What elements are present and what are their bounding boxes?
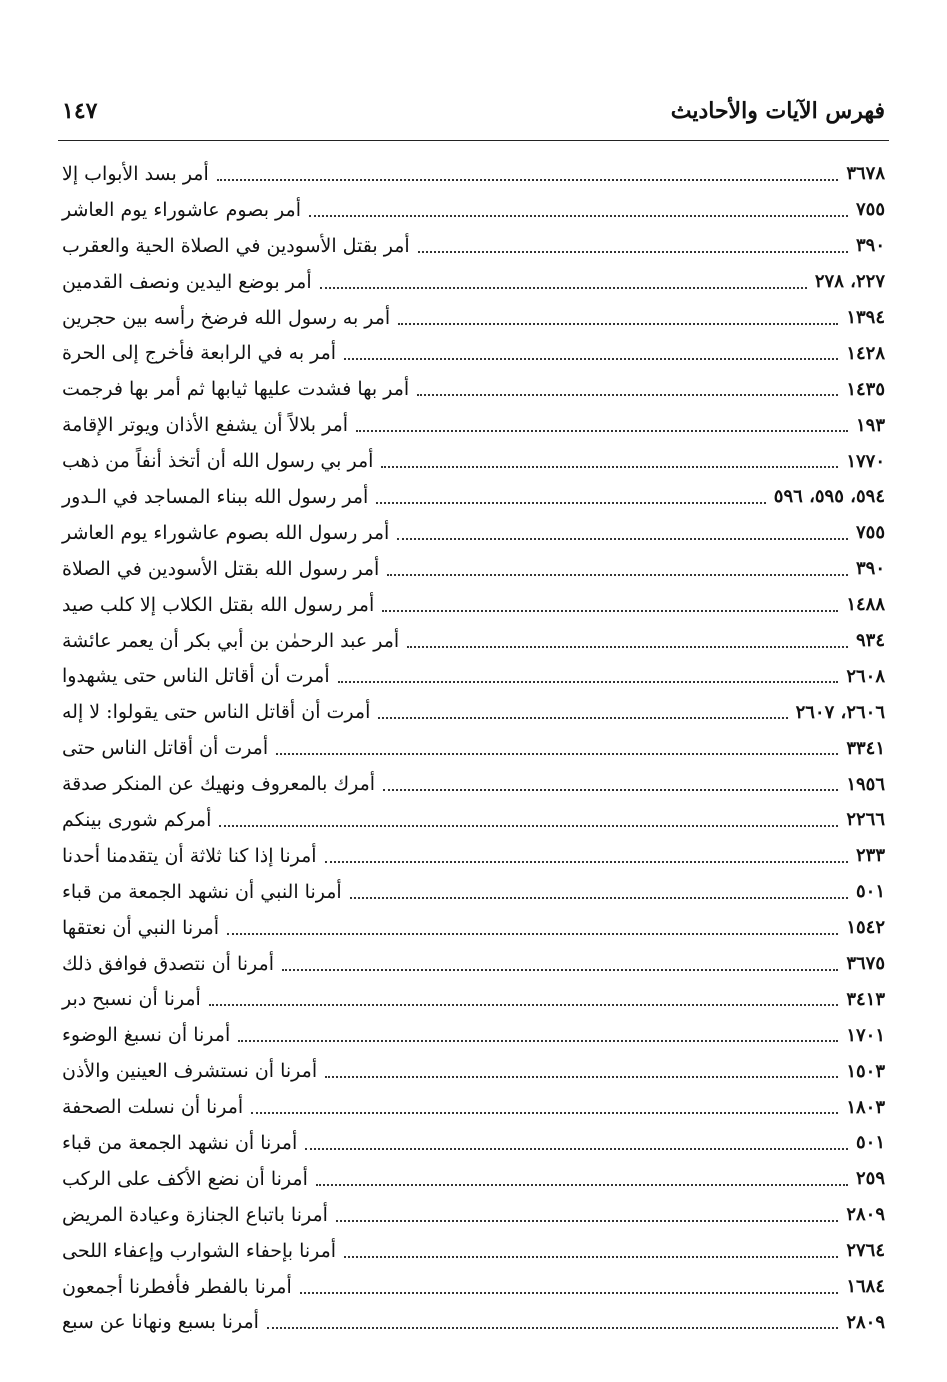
entry-reference-numbers: ٢٦٠٨ [846, 665, 885, 687]
entry-reference-numbers: ٢٣٣ [855, 845, 885, 867]
entry-reference-numbers: ١٧٧٠ [846, 450, 885, 472]
entry-hadith-text: أمرنا أن نسبغ الوضوء [62, 1024, 231, 1047]
index-entry [62, 1089, 885, 1125]
entry-reference-numbers: ٥٠١ [855, 881, 885, 903]
dot-leader [382, 610, 838, 612]
entry-hadith-text: أمرنا النبي أن نعتقها [62, 916, 220, 939]
dot-leader [418, 251, 848, 253]
entry-hadith-text: أمرنا بالفطر فأفطرنا أجمعون [62, 1275, 292, 1298]
index-entry [62, 1233, 885, 1269]
entry-reference-numbers: ٢٧٦٤ [846, 1240, 885, 1262]
entry-reference-numbers: ١٥٤٢ [846, 917, 885, 939]
entry-reference-numbers: ١٦٨٤ [846, 1276, 885, 1298]
dot-leader [219, 825, 838, 827]
entry-reference-numbers: ٣٦٧٥ [846, 953, 885, 975]
entry-reference-numbers: ٩٣٤ [855, 630, 885, 652]
entry-reference-numbers: ٢٦٠٦، ٢٦٠٧ [795, 701, 885, 723]
entry-hadith-text: أمر بي رسول الله أن أتخذ أنفاً من ذهب [62, 450, 374, 473]
entry-hadith-text: أمرنا أن نستشرف العينين والأذن [62, 1060, 318, 1083]
entry-hadith-text: أمرت أن أقاتل الناس حتى يقولوا: لا إله [62, 701, 371, 724]
index-entry [62, 802, 885, 838]
entry-hadith-text: أمرنا أن نسبح دبر [62, 988, 201, 1011]
header-rule [58, 140, 889, 141]
index-entry [62, 1125, 885, 1161]
index-entry [62, 515, 885, 551]
entry-hadith-text: أمرت أن أقاتل الناس حتى [62, 737, 269, 760]
dot-leader [320, 287, 807, 289]
dot-leader [267, 1327, 838, 1329]
entry-hadith-text: أمر به في الرابعة فأخرج إلى الحرة [62, 342, 337, 365]
index-entry [62, 981, 885, 1017]
entry-hadith-text: أمرنا أن نسلت الصحفة [62, 1096, 244, 1119]
entry-reference-numbers: ٢٥٩ [855, 1168, 885, 1190]
dot-leader [383, 789, 838, 791]
entry-hadith-text: أمرنا أن نضع الأكف على الركب [62, 1167, 308, 1190]
dot-leader [376, 502, 765, 504]
dot-leader [227, 933, 838, 935]
entry-reference-numbers: ١٤٨٨ [846, 594, 885, 616]
dot-leader [217, 179, 839, 181]
entry-reference-numbers: ٢٢٧، ٢٧٨ [814, 271, 885, 293]
dot-leader [398, 323, 838, 325]
dot-leader [397, 538, 848, 540]
entry-hadith-text: أمرنا النبي أن نشهد الجمعة من قباء [62, 880, 342, 903]
dot-leader [336, 1220, 838, 1222]
entry-reference-numbers: ٥٠١ [855, 1132, 885, 1154]
index-entry [62, 479, 885, 515]
index-entry [62, 264, 885, 300]
entry-reference-numbers: ١٥٠٣ [846, 1060, 885, 1082]
entry-hadith-text: أمر بوضع اليدين ونصف القدمين [62, 270, 312, 293]
entry-hadith-text: أمرنا إذا كنا ثلاثة أن يتقدمنا أحدنا [62, 844, 317, 867]
index-entry [62, 1197, 885, 1233]
entry-hadith-text: أمرك بالمعروف ونهيك عن المنكر صدقة [62, 773, 376, 796]
entry-reference-numbers: ١٣٩٤ [846, 307, 885, 328]
index-entry [62, 443, 885, 479]
dot-leader [238, 1040, 838, 1042]
entry-reference-numbers: ٢٨٠٩ [846, 1204, 885, 1226]
entry-reference-numbers: ٣٤١٣ [846, 988, 885, 1010]
index-entry [62, 658, 885, 694]
entry-hadith-text: أمر رسول الله ببناء المساجد في الـدور [62, 485, 369, 508]
entry-hadith-text: أمر رسول الله بصوم عاشوراء يوم العاشر [62, 521, 390, 544]
entry-reference-numbers: ٣٦٧٨ [846, 163, 885, 185]
index-entry [62, 1269, 885, 1305]
dot-leader [381, 466, 838, 468]
entry-reference-numbers: ٣٣٤١ [846, 737, 885, 759]
dot-leader [407, 646, 848, 648]
entry-hadith-text: أمر عبد الرحمٰن بن أبي بكر أن يعمر عائشة [62, 629, 400, 652]
index-entry [62, 694, 885, 730]
dot-leader [325, 1076, 838, 1078]
index-entry [62, 551, 885, 587]
entry-hadith-text: أمرنا أن نتصدق فوافق ذلك [62, 952, 274, 975]
index-entry [62, 1053, 885, 1089]
entry-reference-numbers: ٣٩٠ [855, 235, 885, 257]
entry-hadith-text: أمرنا أن نشهد الجمعة من قباء [62, 1131, 298, 1154]
index-entry [62, 371, 885, 407]
index-entry [62, 946, 885, 982]
entry-hadith-text: أمر بلالاً أن يشفع الأذان ويوتر الإقامة [62, 414, 349, 437]
entry-reference-numbers: ٥٩٤، ٥٩٥، ٥٩٦ [773, 486, 885, 508]
entry-reference-numbers: ١٤٣٥ [846, 378, 885, 400]
index-entry [62, 587, 885, 623]
entry-hadith-text: أمر بقتل الأسودين في الصلاة الحية والعقرب [62, 234, 410, 257]
index-entry [62, 730, 885, 766]
index-entry [62, 335, 885, 371]
index-entry [62, 623, 885, 659]
entry-reference-numbers: ١٩٥٦ [846, 773, 885, 795]
entry-hadith-text: أمرنا باتباع الجنازة وعيادة المريض [62, 1203, 328, 1226]
dot-leader [325, 861, 848, 863]
dot-leader [305, 1148, 848, 1150]
dot-leader [338, 681, 839, 683]
index-entries-list [62, 156, 885, 1340]
entry-reference-numbers: ٢٢٦٦ [846, 809, 885, 831]
dot-leader [417, 394, 838, 396]
index-entry [62, 300, 885, 336]
entry-hadith-text: أمر به رسول الله فرضخ رأسه بين حجرين [62, 306, 391, 329]
entry-hadith-text: أمر بسد الأبواب إلا [62, 162, 209, 185]
entry-reference-numbers: ٧٥٥ [855, 522, 885, 544]
entry-reference-numbers: ٢٨٠٩ [846, 1311, 885, 1333]
index-entry [62, 407, 885, 443]
dot-leader [251, 1112, 838, 1114]
index-entry [62, 874, 885, 910]
index-entry [62, 910, 885, 946]
entry-hadith-text: أمر رسول الله بقتل الكلاب إلا كلب صيد [62, 593, 375, 616]
dot-leader [316, 1184, 848, 1186]
index-entry [62, 228, 885, 264]
dot-leader [350, 897, 848, 899]
dot-leader [378, 717, 787, 719]
entry-hadith-text: أمرنا بإحفاء الشوارب وإعفاء اللحى [62, 1239, 337, 1262]
entry-reference-numbers: ١٩٣ [855, 414, 885, 436]
dot-leader [300, 1292, 839, 1294]
entry-hadith-text: أمر بصوم عاشوراء يوم العاشر [62, 198, 301, 221]
entry-reference-numbers: ٣٩٠ [855, 558, 885, 580]
entry-hadith-text: أمر رسول الله بقتل الأسودين في الصلاة [62, 557, 380, 580]
entry-hadith-text: أمرنا بسبع ونهانا عن سبع [62, 1311, 259, 1334]
entry-reference-numbers: ١٤٢٨ [846, 342, 885, 364]
entry-hadith-text: أمركم شورى بينكم [62, 808, 212, 831]
index-entry [62, 1161, 885, 1197]
index-entry [62, 1305, 885, 1341]
header-title: فهرس الآيات والأحاديث [670, 98, 885, 124]
entry-hadith-text: أمرت أن أقاتل الناس حتى يشهدوا [62, 665, 330, 688]
index-entry [62, 838, 885, 874]
entry-reference-numbers: ٧٥٥ [855, 199, 885, 221]
dot-leader [209, 1004, 838, 1006]
dot-leader [309, 215, 848, 217]
dot-leader [344, 358, 838, 360]
entry-reference-numbers: ١٨٠٣ [846, 1096, 885, 1118]
entry-reference-numbers: ١٧٠١ [846, 1024, 885, 1046]
index-entry [62, 1017, 885, 1053]
dot-leader [356, 430, 848, 432]
index-entry [62, 192, 885, 228]
entry-hadith-text: أمر بها فشدت عليها ثيابها ثم أمر بها فرجمت [62, 378, 410, 401]
dot-leader [344, 1256, 838, 1258]
dot-leader [387, 574, 848, 576]
dot-leader [282, 969, 838, 971]
dot-leader [276, 753, 838, 755]
index-entry [62, 156, 885, 192]
page-number: ١٤٧ [62, 98, 98, 124]
index-entry [62, 766, 885, 802]
running-header [62, 88, 885, 134]
